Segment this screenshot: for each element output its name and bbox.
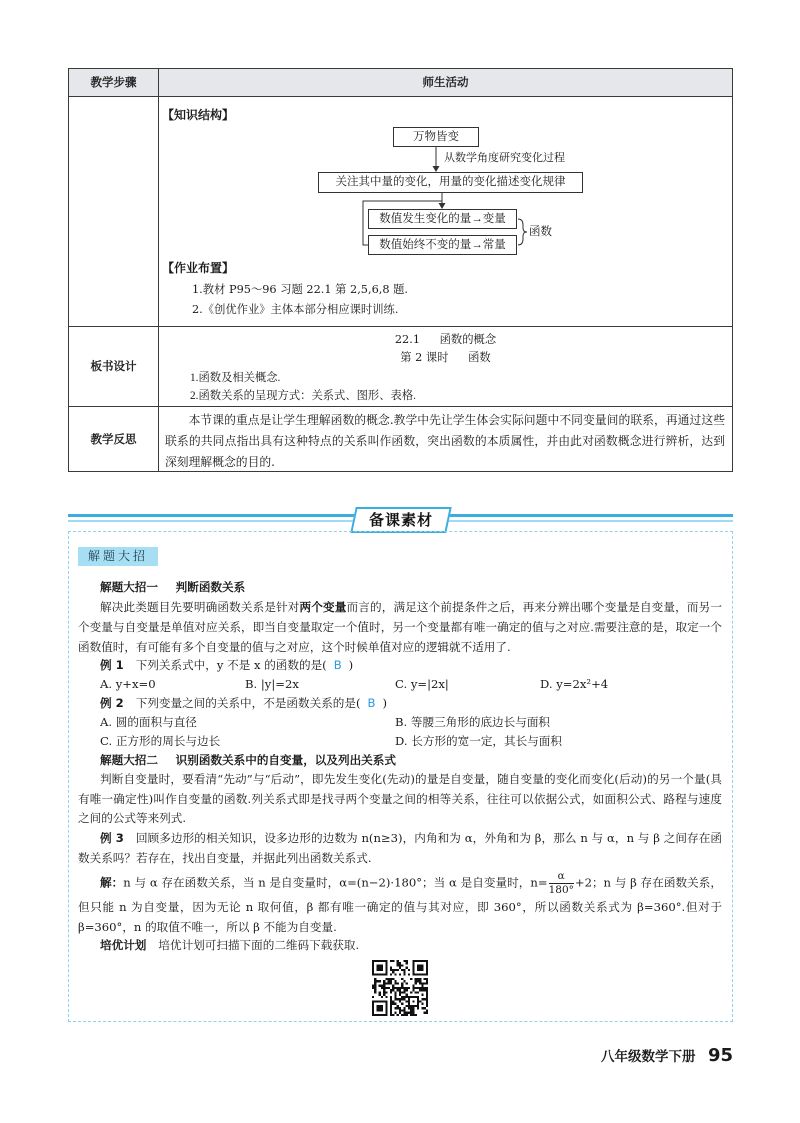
- example2-option-a: A. 圆的面积与直径: [100, 715, 197, 729]
- example3-text: 回顾多边形的相关知识，设多边形的边数为 n(n≥3)，内角和为 α，外角和为 β，那么 n 与 α，n 与 β 之间存在函数关系吗？若存在，找出自变量，并据此列出函数关系式.: [78, 831, 722, 865]
- reflection-text: 本节课的重点是让学生理解函数的概念.教学中先让学生体会实际问题中不同变量间的联系，再通过这些联系的共同点指出具有这种特点的关系叫作函数，突出函数的本质属性，并由此对函数概念进行辨析，达到深刻理解概念的目的.: [165, 413, 725, 469]
- row-divider-2: [69, 406, 732, 407]
- tip2-heading: [100, 751, 396, 770]
- tip1-text-start: 解决此类题目先要明确函数关系是针对: [100, 600, 300, 614]
- example2-option-b: B. 等腰三角形的底边长与面积: [395, 715, 551, 729]
- board-lesson-heading: [158, 349, 733, 367]
- homework-title: 【作业布置】: [162, 261, 235, 275]
- example3-question: [78, 828, 722, 868]
- example1-stem: 下列关系式中，y 不是 x 的函数的是(: [135, 658, 327, 672]
- example2-answer: B: [367, 696, 376, 710]
- flow-box-quantity-change: 关注其中量的变化，用量的变化描述变化规律: [318, 172, 583, 193]
- enrichment-plan-label: 培优计划: [100, 938, 147, 952]
- board-section-number: 22.1: [394, 333, 421, 346]
- tip2-title: 识别函数关系中的自变量，以及列出关系式: [175, 753, 396, 767]
- example1-answer: B: [333, 658, 342, 672]
- homework-item-2: 2.《创优作业》主体本部分相应课时训练.: [192, 303, 399, 316]
- example1-question: [100, 656, 353, 675]
- example2-option-c: C. 正方形的周长与边长: [100, 734, 221, 748]
- flow-box-variable: 数值发生变化的量→变量: [368, 209, 517, 229]
- flow-box-constant: 数值始终不变的量→常量: [368, 235, 517, 255]
- right-brace: [518, 219, 527, 245]
- tip1-title: 判断函数关系: [175, 580, 246, 594]
- board-item-1: 1.函数及相关概念.: [190, 372, 281, 384]
- example1-stem-end: ): [348, 658, 354, 672]
- banner-title-box: [350, 507, 452, 533]
- qr-code: [372, 960, 428, 1016]
- knowledge-flow-connectors: [0, 0, 800, 300]
- fraction-numerator: α: [549, 870, 574, 884]
- board-item-2: 2.函数关系的呈现方式：关系式、图形、表格.: [190, 390, 416, 402]
- example1-option-b: B. |y|=2x: [245, 677, 299, 691]
- example1-label: 例 1: [100, 658, 124, 672]
- board-section-heading: [158, 331, 733, 349]
- example1-option-c: C. y=|2x|: [395, 677, 449, 691]
- board-lesson-title: 函数: [468, 352, 491, 364]
- example1-option-a: A. y+x=0: [100, 677, 156, 691]
- flow-edge-label: 从数学角度研究变化过程: [444, 152, 565, 164]
- enrichment-plan: [100, 936, 359, 955]
- banner-title: 备课素材: [368, 511, 433, 529]
- fraction-denominator: 180°: [548, 884, 574, 896]
- board-section-title: 函数的概念: [439, 334, 497, 346]
- example2-question: [100, 694, 387, 713]
- solution-text-start: n 与 α 存在函数关系，当 n 是自变量时，α=(n−2)·180°；当 α 是自变量时，n=: [123, 875, 548, 890]
- example2-label: 例 2: [100, 696, 124, 710]
- page-number: 95: [708, 1045, 734, 1066]
- teaching-reflection-label: 教学反思: [90, 432, 137, 446]
- header-teacher-student-activity: 师生活动: [422, 75, 469, 89]
- footer-book-title: 八年级数学下册: [601, 1049, 696, 1065]
- problem-solving-tips-label: 解题大招: [78, 547, 158, 566]
- solution-label: 解：: [100, 875, 124, 890]
- row-divider-1: [69, 326, 732, 327]
- example2-stem-end: ): [382, 696, 388, 710]
- knowledge-structure-title: 【知识结构】: [162, 108, 235, 122]
- example3-label: 例 3: [100, 831, 124, 845]
- board-design-label: 板书设计: [90, 359, 137, 373]
- flow-group-label-function: 函数: [529, 226, 552, 238]
- tip2-kicker: 解题大招二: [100, 753, 158, 767]
- tip1-text-emphasis: 两个变量: [299, 600, 347, 614]
- tip2-text: 判断自变量时，要看清“先动”与“后动”，即先发生变化(先动)的量是自变量，随自变量的变化而变化(后动)的另一个量(具有唯一确定性)叫作自变量的函数.列关系式即是找寻两个变量之间的相等关系，往往可以依据公式，如面积公式、路程与速度之间的公式等来列式.: [78, 772, 722, 825]
- solution-text-rest: +2；n 与 β 存在函数关系，但只能 n 为自变量，因为无论 n 取何值，β 都有唯一确定的值与其对应，即 360°，所以函数关系式为 β=360°.但对于 β=360°，n 的取值不唯一，所以 β 不能为自变量.: [78, 875, 722, 934]
- header-teaching-step: 教学步骤: [90, 75, 137, 89]
- tip1-text-rest: 而言的，满足这个前提条件之后，再来分辨出哪个变量是自变量，而另一个变量与自变量是单值对应关系，即当自变量取定一个值时，另一个变量都有唯一确定的值与之对应.需要注意的是，取定一个函数值时，有可能有多个自变量的值与之对应，这个时候单值对应的逻辑就不适用了.: [78, 600, 722, 654]
- example3-solution: [78, 870, 722, 937]
- tip1-kicker: 解题大招一: [100, 580, 158, 594]
- flow-box-everything-changes: 万物皆变: [393, 127, 479, 147]
- example1-option-d: D. y=2x²+4: [540, 677, 609, 691]
- board-lesson-number: 第 2 课时: [400, 351, 449, 364]
- fraction-alpha-over-180: [549, 870, 574, 897]
- enrichment-plan-text: 培优计划可扫描下面的二维码下载获取.: [158, 938, 360, 952]
- example2-stem: 下列变量之间的关系中，不是函数关系的是(: [135, 696, 361, 710]
- tip1-heading: [100, 578, 245, 597]
- example2-option-d: D. 长方形的宽一定，其长与面积: [395, 734, 562, 748]
- homework-item-1: 1.教材 P95～96 习题 22.1 第 2,5,6,8 题.: [192, 283, 409, 296]
- tip1-text: [78, 597, 722, 657]
